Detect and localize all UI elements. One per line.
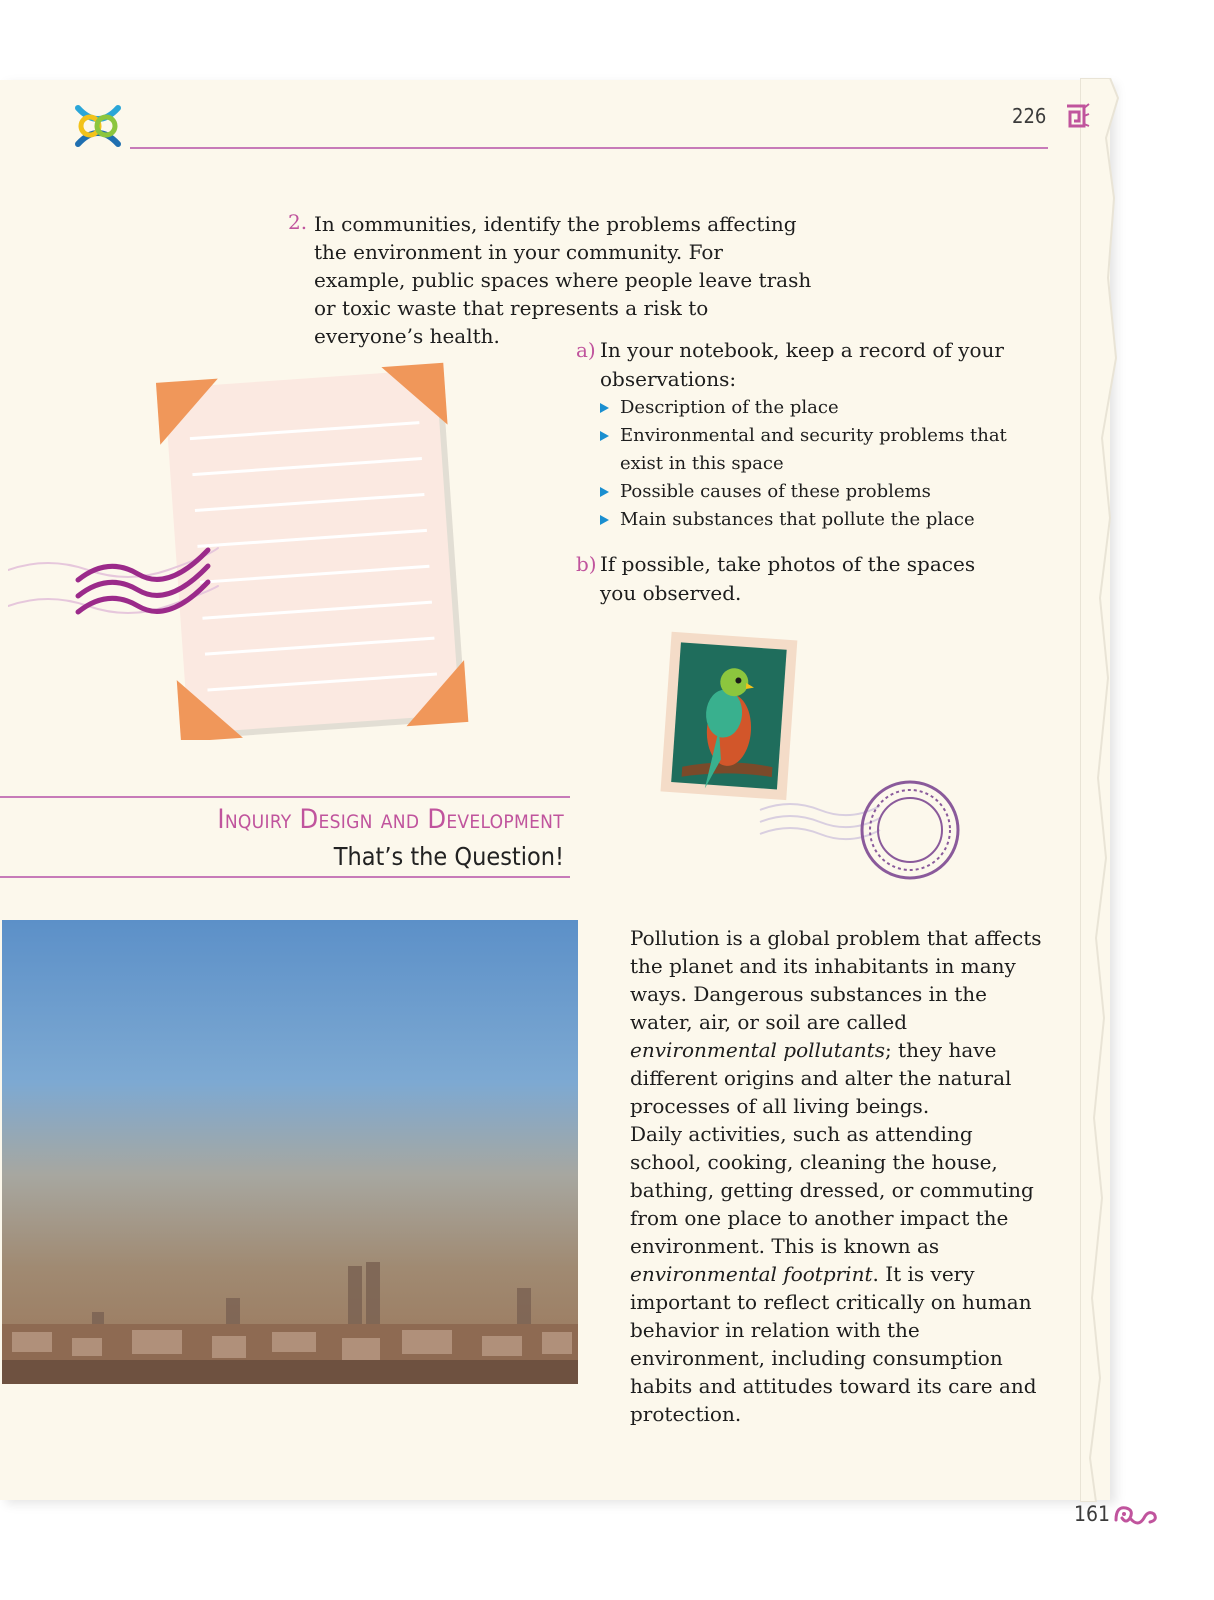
bullet-triangle-icon — [600, 515, 609, 525]
observation-list — [600, 394, 1020, 534]
page-number: 161 — [1074, 1502, 1111, 1526]
section-title: Inquiry Design and Development — [217, 804, 564, 835]
section-subtitle: That’s the Question! — [333, 842, 564, 871]
paragraph-text: . It is very important to reflect critically on human behavior in relation with the environment, including consumption habits and attitudes toward its care and protection. — [630, 1262, 1037, 1426]
list-item-text: Description of the place — [620, 397, 839, 418]
paragraph-pollution — [630, 924, 1050, 1120]
sub-item-letter: a) — [576, 338, 596, 362]
sub-item-text: If possible, take photos of the spaces you observed. — [600, 552, 976, 605]
list-item — [600, 422, 1020, 478]
smog-city-photo — [2, 920, 578, 1384]
list-item — [600, 506, 1020, 534]
paragraph-text: ; they have different origins and alter the natural processes of all living beings. — [630, 1038, 1012, 1118]
paragraph-text: Pollution is a global problem that affects the planet and its inhabitants in many ways. Dangerous substances in the water, air, or soil are called — [630, 926, 1042, 1034]
list-item — [600, 478, 1020, 506]
section-header — [0, 796, 570, 878]
list-item-text: Possible causes of these problems — [620, 481, 931, 502]
paragraph-footprint — [630, 1120, 1050, 1428]
header-rule — [130, 147, 1048, 149]
bullet-triangle-icon — [600, 431, 609, 441]
header-page-label: 226 — [1012, 104, 1047, 128]
torn-paper-edge — [1080, 78, 1140, 1502]
notepaper-illustration — [8, 360, 478, 740]
sub-item-letter: b) — [576, 552, 597, 576]
paragraph-text: Daily activities, such as attending school, cooking, cleaning the house, bathing, getting dressed, or commuting from one place to another impact the environment. This is known as — [630, 1122, 1034, 1258]
key-term: environmental footprint — [630, 1262, 873, 1286]
header-ornament-icon — [1064, 102, 1090, 132]
question-text: In communities, identify the problems affecting the environment in your community. For example, public spaces where people leave trash or toxic waste that represents a risk to everyone’s health. — [314, 212, 812, 348]
bullet-triangle-icon — [600, 487, 609, 497]
bullet-triangle-icon — [600, 403, 609, 413]
section-rule-bottom — [0, 876, 570, 878]
series-logo-icon — [72, 100, 124, 152]
sub-item-text: In your notebook, keep a record of your observations: — [600, 338, 1004, 391]
list-item-text: Environmental and security problems that exist in this space — [620, 425, 1007, 474]
section-rule-top — [0, 796, 570, 798]
footer-ornament-icon — [1112, 1500, 1158, 1532]
question-number: 2. — [288, 210, 308, 234]
list-item-text: Main substances that pollute the place — [620, 509, 975, 530]
key-term: environmental pollutants — [630, 1038, 885, 1062]
list-item — [600, 394, 1020, 422]
bird-stamp-illustration — [660, 630, 970, 885]
